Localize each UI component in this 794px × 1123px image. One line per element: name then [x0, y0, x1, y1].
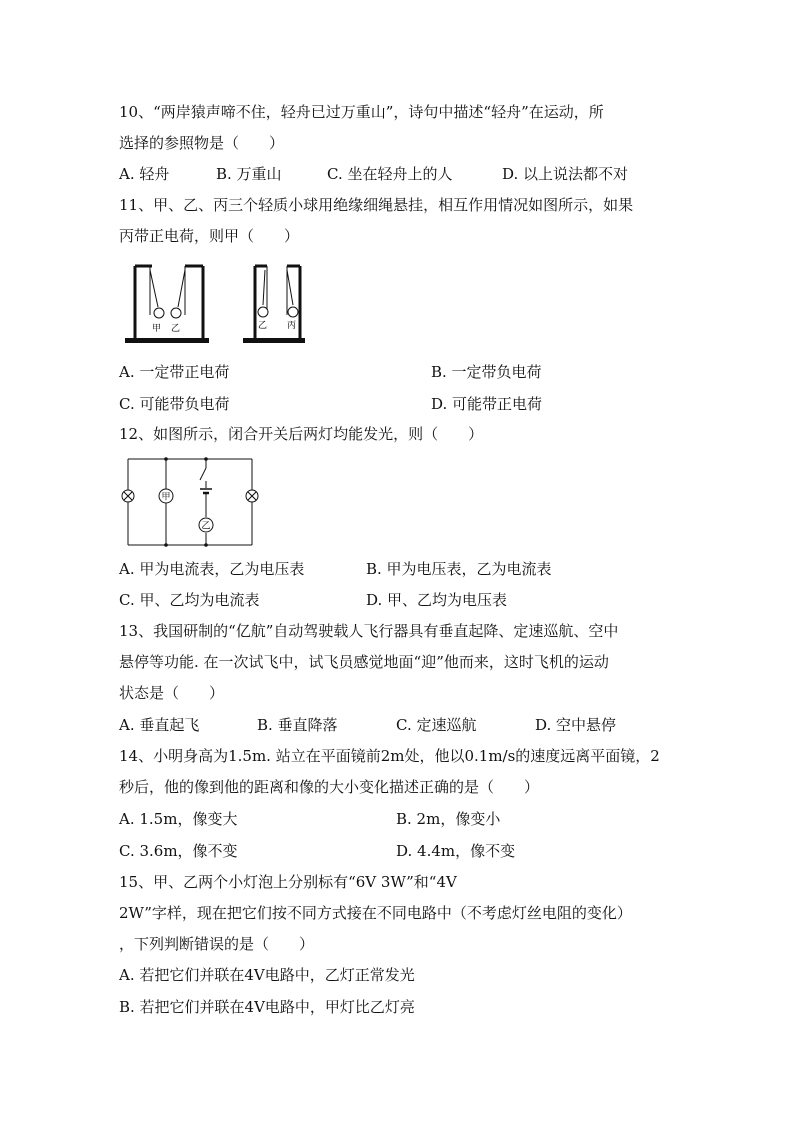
q13-stem-line3: 状态是（ ） — [119, 684, 225, 702]
q11-label-jia: 甲 — [152, 324, 162, 334]
q14-stem-line2: 秒后，他的像到他的距离和像的大小变化描述正确的是（ ） — [119, 778, 540, 796]
q12-option-c: C. 甲、乙均为电流表 — [119, 591, 260, 609]
q12-stem-line1: 12、如图所示，闭合开关后两灯均能发光，则（ ） — [119, 425, 484, 443]
q12-option-b: B. 甲为电压表，乙为电流表 — [366, 560, 552, 578]
q14-option-c: C. 3.6m，像不变 — [119, 842, 238, 860]
q11-label-yi-right: 乙 — [258, 321, 268, 331]
q13-stem-line1: 13、我国研制的“亿航”自动驾驶载人飞行器具有垂直起降、定速巡航、空中 — [119, 622, 619, 640]
q10-stem-line1: 10、“两岸猿声啼不住，轻舟已过万重山”，诗句中描述“轻舟”在运动，所 — [119, 103, 604, 121]
q10-option-b: B. 万重山 — [216, 165, 282, 183]
q11-stem-line1: 11、甲、乙、丙三个轻质小球用绝缘细绳悬挂，相互作用情况如图所示，如果 — [119, 196, 634, 214]
q15-stem-line3: ，下列判断错误的是（ ） — [119, 935, 315, 953]
q11-option-a: A. 一定带正电荷 — [119, 363, 230, 381]
q10-option-d: D. 以上说法都不对 — [502, 165, 629, 183]
q12-option-d: D. 甲、乙均为电压表 — [366, 591, 508, 609]
q11-label-yi-left: 乙 — [171, 324, 181, 334]
q15-stem-line1: 15、甲、乙两个小灯泡上分别标有“6V 3W”和“4V — [119, 873, 457, 891]
q14-option-a: A. 1.5m，像变大 — [119, 810, 238, 828]
q11-figure-pendulums — [125, 260, 325, 350]
q10-option-c: C. 坐在轻舟上的人 — [327, 165, 453, 183]
q11-stem-line2: 丙带正电荷，则甲（ ） — [119, 227, 300, 245]
q11-label-bing: 丙 — [287, 321, 297, 331]
q12-circuit-diagram — [120, 456, 256, 548]
q14-option-d: D. 4.4m，像不变 — [396, 842, 516, 860]
q13-option-a: A. 垂直起飞 — [119, 716, 200, 734]
q13-option-d: D. 空中悬停 — [535, 716, 617, 734]
q13-stem-line2: 悬停等功能. 在一次试飞中，试飞员感觉地面“迎”他而来，这时飞机的运动 — [119, 653, 609, 671]
left-lamp-icon — [122, 490, 134, 502]
q15-stem-line2: 2W”字样，现在把它们按不同方式接在不同电路中（不考虑灯丝电阻的变化） — [119, 904, 632, 922]
q15-option-b: B. 若把它们并联在4V电路中，甲灯比乙灯亮 — [119, 998, 415, 1016]
q15-option-a: A. 若把它们并联在4V电路中，乙灯正常发光 — [119, 966, 415, 984]
q13-option-b: B. 垂直降落 — [257, 716, 338, 734]
q10-option-a: A. 轻舟 — [119, 165, 170, 183]
q14-stem-line1: 14、小明身高为1.5m. 站立在平面镜前2m处，他以0.1m/s的速度远离平面镜，2 — [119, 747, 660, 765]
q11-option-c: C. 可能带负电荷 — [119, 395, 230, 413]
q12-label-yi: 乙 — [201, 521, 211, 532]
right-lamp-icon — [246, 490, 258, 502]
q13-option-c: C. 定速巡航 — [396, 716, 477, 734]
q11-option-d: D. 可能带正电荷 — [431, 395, 543, 413]
q12-label-jia: 甲 — [161, 492, 171, 503]
q11-option-b: B. 一定带负电荷 — [431, 363, 542, 381]
q12-option-a: A. 甲为电流表，乙为电压表 — [119, 560, 305, 578]
q14-option-b: B. 2m，像变小 — [396, 810, 501, 828]
q10-stem-line2: 选择的参照物是（ ） — [119, 134, 285, 152]
